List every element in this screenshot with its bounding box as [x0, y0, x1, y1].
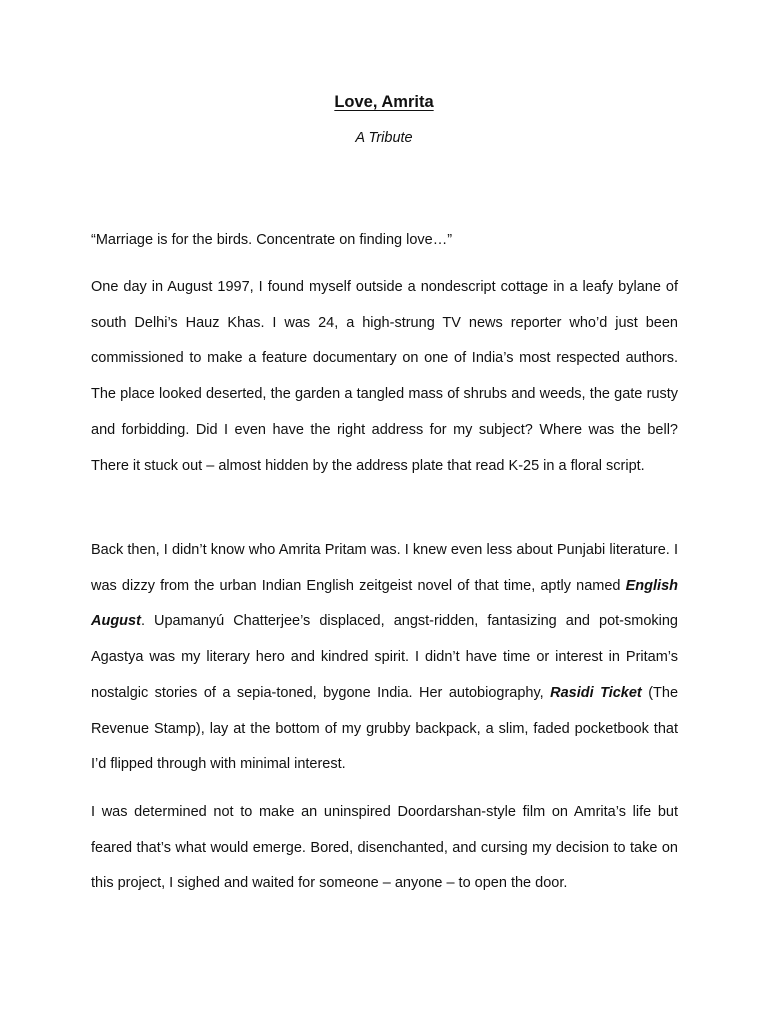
epigraph-quote: “Marriage is for the birds. Concentrate on finding love…”: [91, 232, 453, 248]
document-subtitle: A Tribute: [355, 130, 413, 146]
paragraph-3: I was determined not to make an uninspired Doordarshan-style film on Amrita’s life but feared that’s what would emerge. Bored, disenchanted, and cursing my decision to take on this project, I sighed and waited for someone – anyone – to open the door.: [91, 804, 678, 892]
paragraph-2-text-a: Back then, I didn’t know who Amrita Pritam was. I knew even less about Punjabi literature. I was dizzy from the urban Indian English zeitgeist novel of that time, aptly named: [91, 542, 678, 594]
book-title-english-august: English August: [91, 577, 678, 630]
paragraph-2: [91, 533, 678, 783]
paragraph-2-text-c: (The Revenue Stamp), lay at the bottom of my grubby backpack, a slim, faded pocketbook that I’d flipped through with minimal interest.: [91, 684, 679, 773]
document-title: Love, Amrita: [334, 93, 434, 111]
book-title-rasidi-ticket: Rasidi Ticket: [550, 684, 642, 701]
paragraph-1: One day in August 1997, I found myself outside a nondescript cottage in a leafy bylane of south Delhi’s Hauz Khas. I was 24, a high-strung TV news reporter who’d just been commissioned to make a feature documentary on one of India’s most respected authors. The place looked deserted, the garden a tangled mass of shrubs and weeds, the gate rusty and forbidding. Did I even have the right address for my subject? Where was the bell? There it stuck out – almost hidden by the address plate that read K-25 in a floral script.: [91, 279, 678, 474]
paragraph-2-text-b: . Upamanyú Chatterjee’s displaced, angst-ridden, fantasizing and pot-smoking Agastya was my literary hero and kindred spirit. I didn’t have time or interest in Pritam’s nostalgic stories of a sepia-toned, bygone India. Her autobiography,: [91, 613, 678, 701]
